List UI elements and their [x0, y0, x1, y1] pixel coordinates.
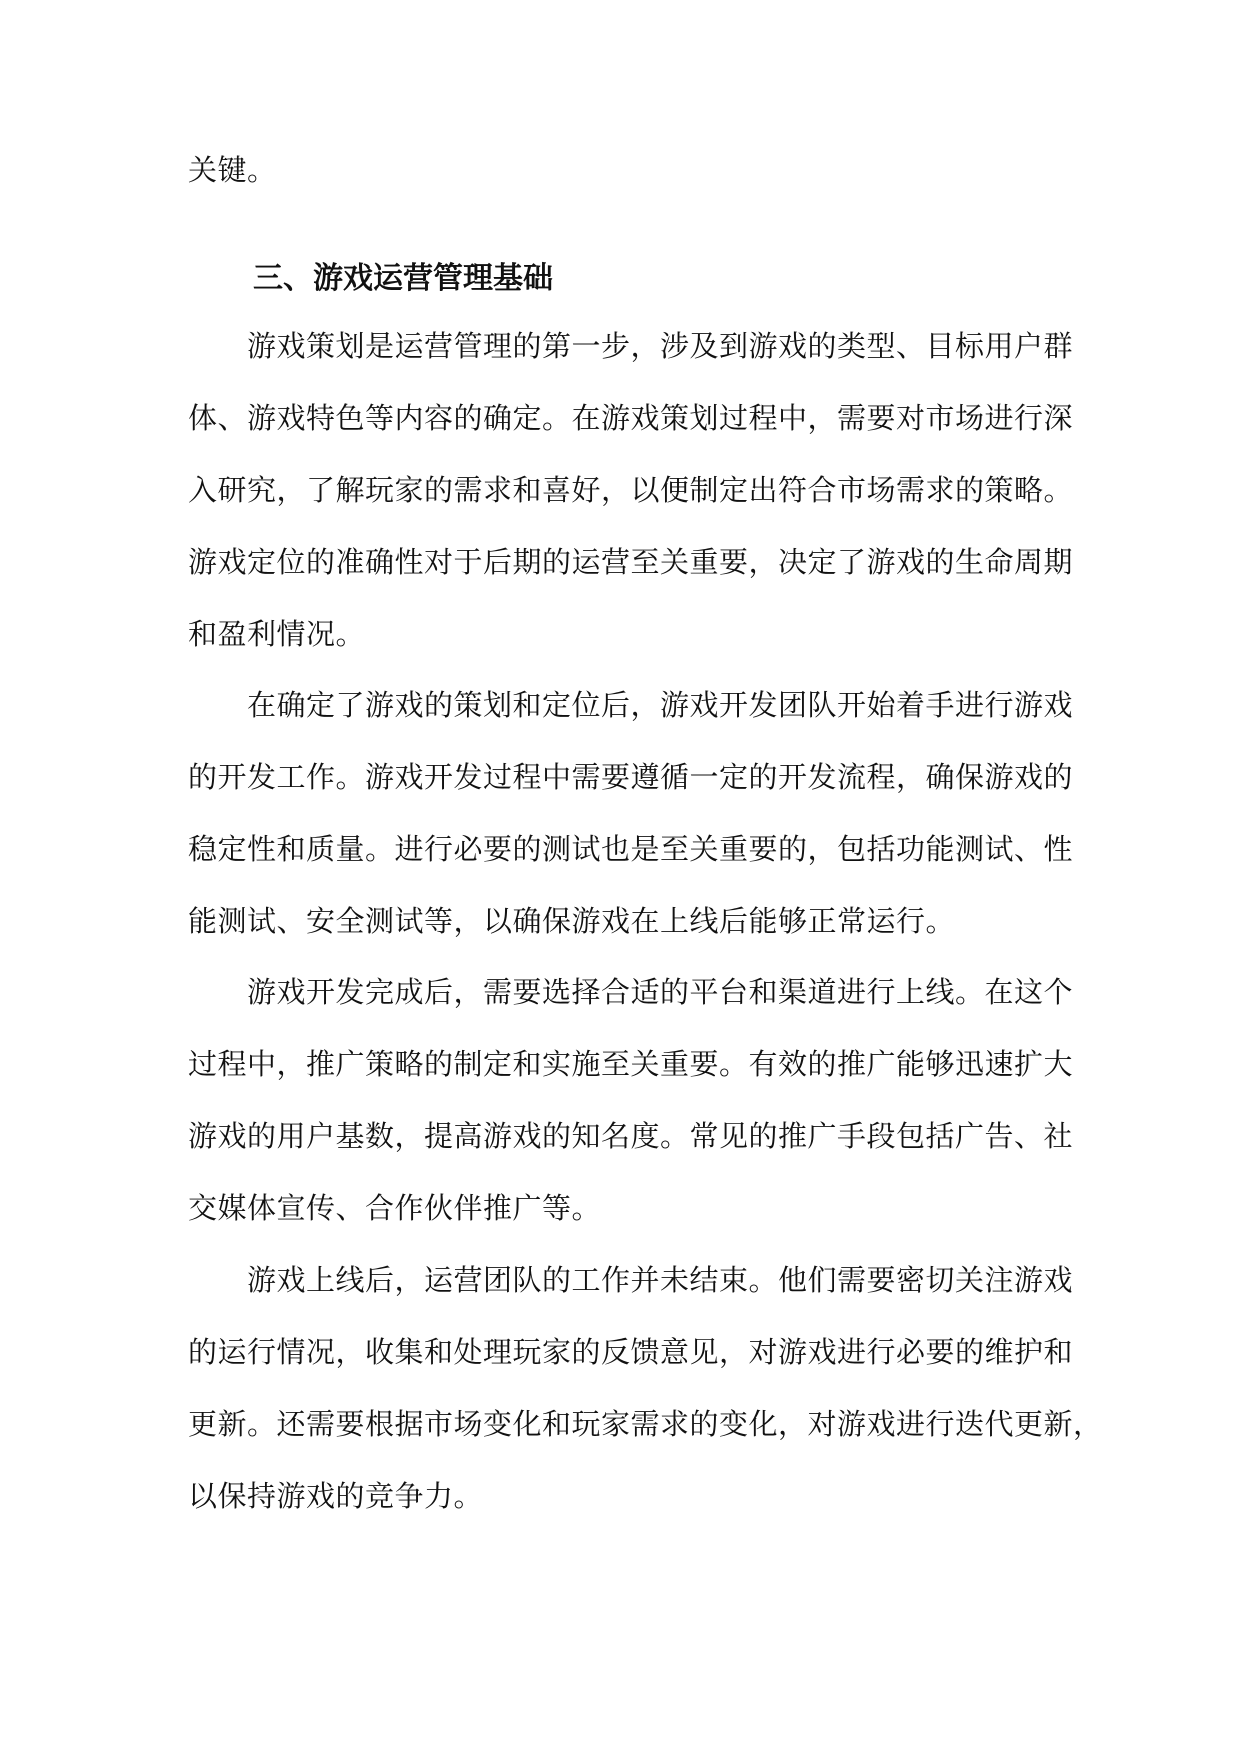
paragraph-1-line-1: 游戏策划是运营管理的第一步，涉及到游戏的类型、目标用户群 — [247, 329, 1074, 363]
paragraph-4-line-4: 以保持游戏的竞争力。 — [188, 1479, 484, 1513]
paragraph-4-line-2: 的运行情况，收集和处理玩家的反馈意见，对游戏进行必要的维护和 — [188, 1335, 1074, 1369]
section-heading: 三、游戏运营管理基础 — [253, 261, 553, 296]
paragraph-3-line-2: 过程中，推广策略的制定和实施至关重要。有效的推广能够迅速扩大 — [188, 1047, 1074, 1081]
paragraph-3-line-3: 游戏的用户基数，提高游戏的知名度。常见的推广手段包括广告、社 — [188, 1119, 1074, 1153]
paragraph-4-line-1: 游戏上线后，运营团队的工作并未结束。他们需要密切关注游戏 — [247, 1263, 1074, 1297]
paragraph-4-line-3: 更新。还需要根据市场变化和玩家需求的变化，对游戏进行迭代更新， — [188, 1407, 1103, 1441]
paragraph-1-line-4: 游戏定位的准确性对于后期的运营至关重要，决定了游戏的生命周期 — [188, 545, 1074, 579]
paragraph-3-line-4: 交媒体宣传、合作伙伴推广等。 — [188, 1191, 602, 1225]
paragraph-3-line-1: 游戏开发完成后，需要选择合适的平台和渠道进行上线。在这个 — [247, 975, 1074, 1009]
paragraph-1-line-3: 入研究，了解玩家的需求和喜好，以便制定出符合市场需求的策略。 — [188, 473, 1074, 507]
paragraph-2-line-4: 能测试、安全测试等，以确保游戏在上线后能够正常运行。 — [188, 904, 956, 938]
paragraph-1-line-5: 和盈利情况。 — [188, 617, 366, 651]
paragraph-2-line-1: 在确定了游戏的策划和定位后，游戏开发团队开始着手进行游戏 — [247, 688, 1074, 722]
carryover-text: 关键。 — [188, 153, 277, 187]
paragraph-2-line-3: 稳定性和质量。进行必要的测试也是至关重要的，包括功能测试、性 — [188, 832, 1074, 866]
paragraph-1-line-2: 体、游戏特色等内容的确定。在游戏策划过程中，需要对市场进行深 — [188, 401, 1074, 435]
paragraph-2-line-2: 的开发工作。游戏开发过程中需要遵循一定的开发流程，确保游戏的 — [188, 760, 1074, 794]
